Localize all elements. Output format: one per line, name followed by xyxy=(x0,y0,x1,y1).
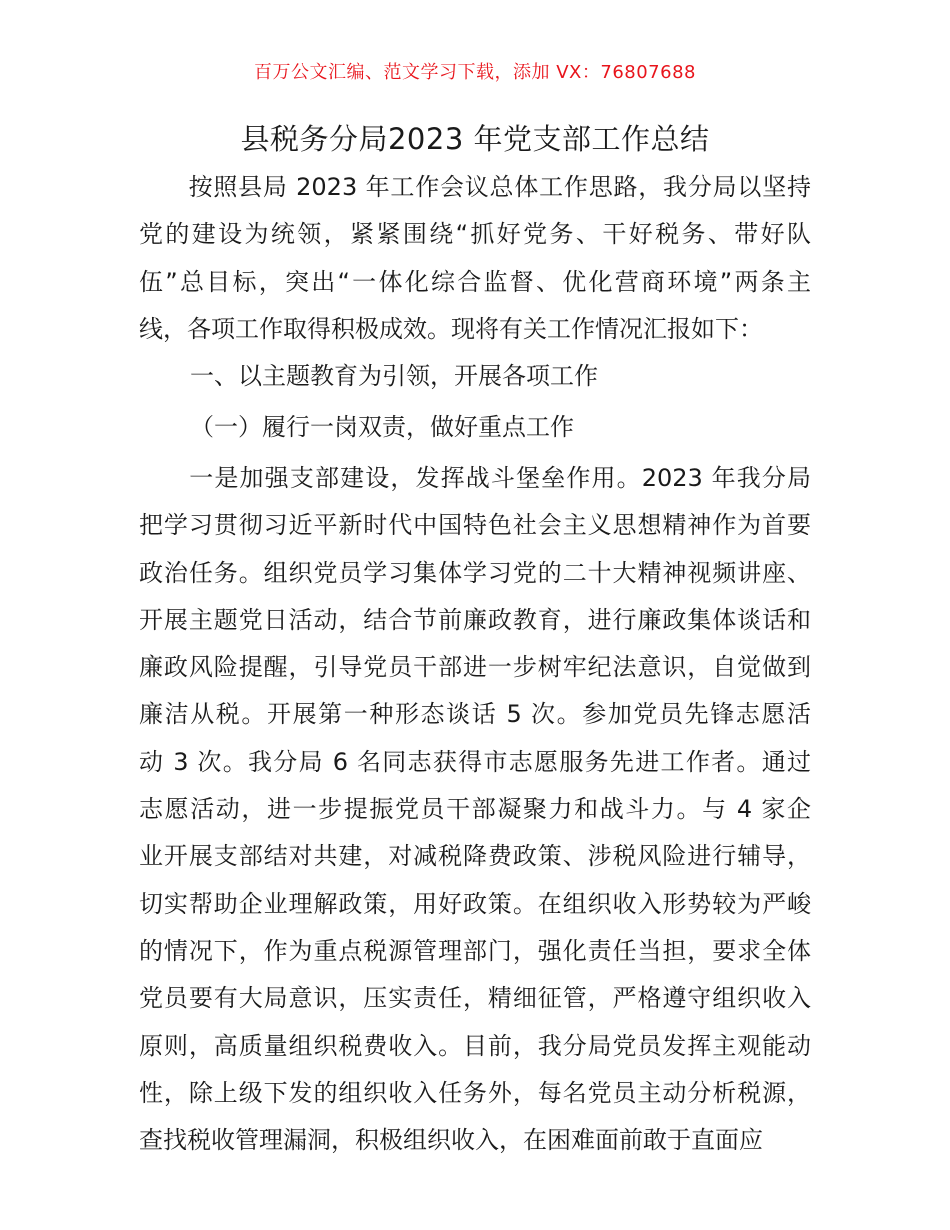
paragraph-line: 切实帮助企业理解政策，用好政策。在组织收入形势较为严峻 xyxy=(139,889,811,918)
paragraph-line: 把学习贯彻习近平新时代中国特色社会主义思想精神作为首要 xyxy=(139,511,811,540)
paragraph-line: 一是加强支部建设，发挥战斗堡垒作用。2023 年我分局 xyxy=(139,464,811,492)
paragraph-line: 动 3 次。我分局 6 名同志获得市志愿服务先进工作者。通过 xyxy=(139,747,811,776)
intro-line: 按照县局 2023 年工作会议总体工作思路，我分局以坚持 xyxy=(139,173,811,201)
paragraph-line: 廉洁从税。开展第一种形态谈话 5 次。参加党员先锋志愿活 xyxy=(139,700,811,729)
subsection-heading: （一）履行一岗双责，做好重点工作 xyxy=(190,413,574,441)
paragraph-line: 政治任务。组织党员学习集体学习党的二十大精神视频讲座、 xyxy=(139,558,811,587)
intro-line: 伍”总目标，突出“一体化综合监督、优化营商环境”两条主 xyxy=(139,267,811,296)
paragraph-line: 的情况下，作为重点税源管理部门，强化责任当担，要求全体 xyxy=(139,936,811,965)
paragraph-line: 开展主题党日活动，结合节前廉政教育，进行廉政集体谈话和 xyxy=(139,605,811,634)
paragraph-line: 志愿活动，进一步提振党员干部凝聚力和战斗力。与 4 家企 xyxy=(139,795,811,824)
body-paragraph xyxy=(139,455,811,1164)
intro-line: 党的建设为统领，紧紧围绕“抓好党务、干好税务、带好队 xyxy=(139,220,811,249)
intro-paragraph xyxy=(139,164,811,353)
intro-line: 线，各项工作取得积极成效。现将有关工作情况汇报如下： xyxy=(139,314,763,343)
paragraph-line: 廉政风险提醒，引导党员干部进一步树牢纪法意识，自觉做到 xyxy=(139,653,811,682)
paragraph-line: 查找税收管理漏洞，积极组织收入，在困难面前敢于直面应 xyxy=(139,1126,763,1155)
watermark-text: 百万公文汇编、范文学习下载，添加 VX：76807688 xyxy=(254,62,696,83)
section-heading: 一、以主题教育为引领，开展各项工作 xyxy=(190,362,598,390)
paragraph-line: 原则，高质量组织税费收入。目前，我分局党员发挥主观能动 xyxy=(139,1031,811,1060)
paragraph-line: 党员要有大局意识，压实责任，精细征管，严格遵守组织收入 xyxy=(139,984,811,1013)
paragraph-line: 业开展支部结对共建，对减税降费政策、涉税风险进行辅导， xyxy=(139,842,811,871)
document-title: 县税务分局2023 年党支部工作总结 xyxy=(240,122,710,156)
paragraph-line: 性，除上级下发的组织收入任务外，每名党员主动分析税源， xyxy=(139,1078,811,1107)
